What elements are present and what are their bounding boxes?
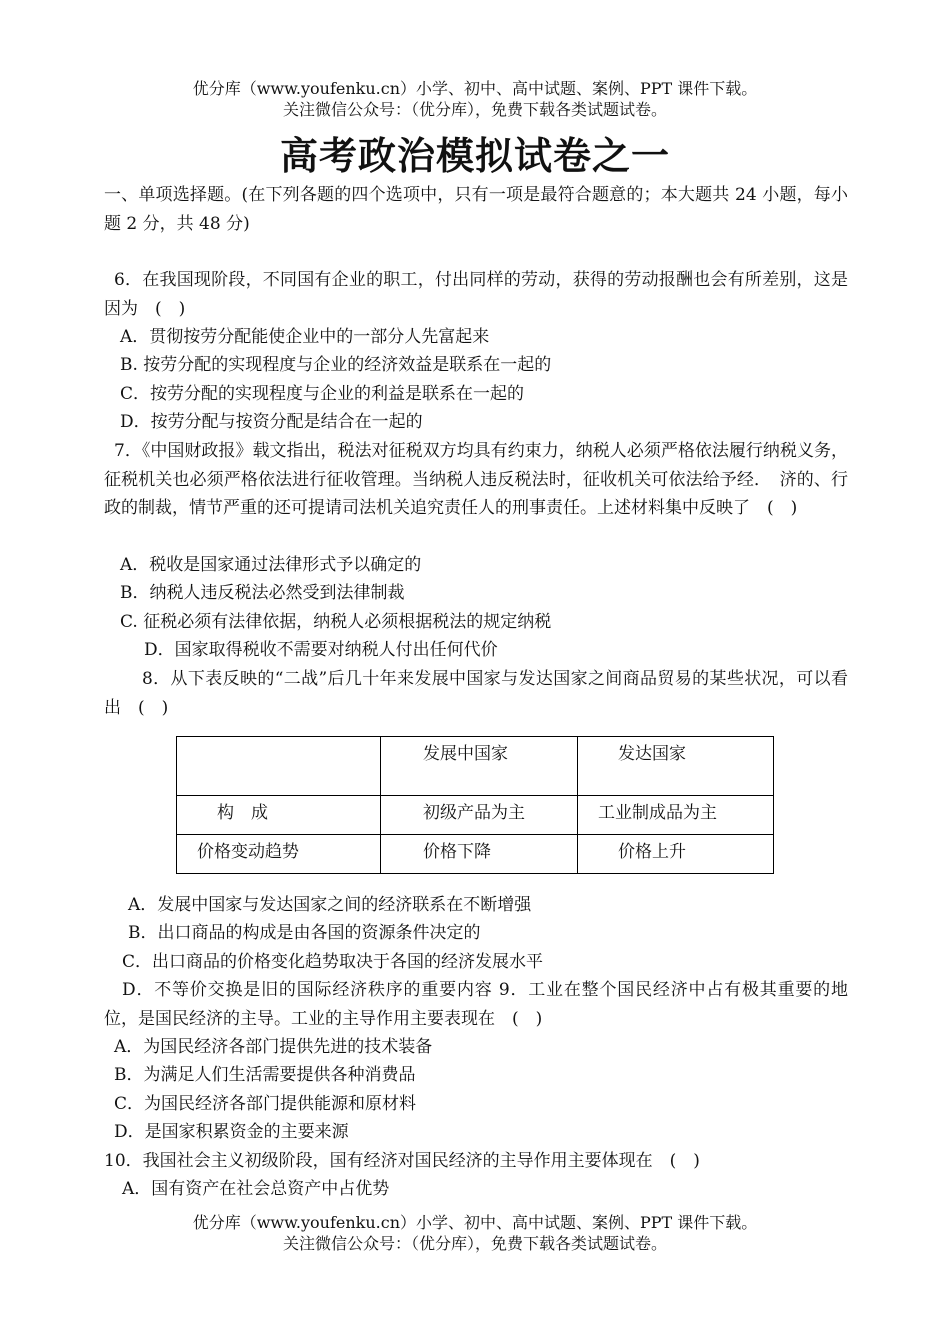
q6-option-b: B. 按劳分配的实现程度与企业的经济效益是联系在一起的 bbox=[120, 355, 552, 375]
table-cell: 发达国家 bbox=[578, 737, 774, 796]
table-cell: 构 成 bbox=[177, 796, 381, 835]
q7-stem: 7．《中国财政报》载文指出，税法对征税双方均具有约束力，纳税人必须严格依法履行纳税义务，征税机关也必须严格依法进行征收管理。当纳税人违反税法时，征收机关可依法给予经． 济的、行政的制裁，情节严重的还可提请司法机关追究责任人的刑事责任。上述材料集中反映了 ( ) bbox=[104, 441, 848, 518]
q8-option-b: B．出口商品的构成是由各国的资源条件决定的 bbox=[128, 923, 481, 943]
footer-line-1: 优分库（www.youfenku.cn）小学、初中、高中试题、案例、PPT 课件下载。 bbox=[192, 1213, 758, 1232]
q8-option-c: C．出口商品的价格变化趋势取决于各国的经济发展水平 bbox=[122, 952, 544, 972]
q8-stem: 8．从下表反映的“二战”后几十年来发展中国家与发达国家之间商品贸易的某些状况，可以看出 ( ) bbox=[104, 669, 848, 718]
trade-table bbox=[176, 736, 774, 874]
q9-option-a: A．为国民经济各部门提供先进的技术装备 bbox=[114, 1037, 433, 1057]
table-cell: 价格上升 bbox=[578, 835, 774, 874]
page-title: 高考政治模拟试卷之一 bbox=[279, 133, 670, 178]
table-cell: 初级产品为主 bbox=[381, 796, 578, 835]
table-cell: 工业制成品为主 bbox=[578, 796, 774, 835]
q6-stem: 6．在我国现阶段，不同国有企业的职工，付出同样的劳动，获得的劳动报酬也会有所差别，这是因为 ( ) bbox=[104, 270, 848, 319]
footer-line-2: 关注微信公众号：（优分库），免费下载各类试题试卷。 bbox=[282, 1234, 667, 1253]
q7-option-b: B．纳税人违反税法必然受到法律制裁 bbox=[120, 583, 405, 603]
table-row bbox=[177, 835, 774, 874]
q6-option-a: A．贯彻按劳分配能使企业中的一部分人先富起来 bbox=[120, 327, 490, 347]
header-line-1: 优分库（www.youfenku.cn）小学、初中、高中试题、案例、PPT 课件下载。 bbox=[192, 79, 758, 98]
q10-stem: 10．我国社会主义初级阶段，国有经济对国民经济的主导作用主要体现在 ( ) bbox=[104, 1151, 700, 1171]
table-header-row bbox=[177, 737, 774, 796]
table-cell: 价格变动趋势 bbox=[177, 835, 381, 874]
q8-option-d-q9-stem: D．不等价交换是旧的国际经济秩序的重要内容 9．工业在整个国民经济中占有极其重要的地位，是国民经济的主导。工业的主导作用主要表现在 ( ) bbox=[104, 980, 848, 1029]
section-instructions: 一、单项选择题。(在下列各题的四个选项中，只有一项是最符合题意的；本大题共 24 小题，每小题 2 分，共 48 分) bbox=[104, 185, 848, 234]
header-line-2: 关注微信公众号：（优分库），免费下载各类试题试卷。 bbox=[282, 100, 667, 119]
table-row bbox=[177, 796, 774, 835]
q9-option-b: B．为满足人们生活需要提供各种消费品 bbox=[114, 1065, 416, 1085]
q6-option-c: C．按劳分配的实现程度与企业的利益是联系在一起的 bbox=[120, 384, 525, 404]
q9-option-d: D．是国家积累资金的主要来源 bbox=[114, 1122, 349, 1142]
q7-option-c: C. 征税必须有法律依据，纳税人必须根据税法的规定纳税 bbox=[120, 612, 552, 632]
q8-option-a: A．发展中国家与发达国家之间的经济联系在不断增强 bbox=[128, 895, 532, 915]
q10-option-a: A．国有资产在社会总资产中占优势 bbox=[122, 1179, 390, 1199]
q9-option-c: C．为国民经济各部门提供能源和原材料 bbox=[114, 1094, 417, 1114]
table-cell: 价格下降 bbox=[381, 835, 578, 874]
q6-option-d: D．按劳分配与按资分配是结合在一起的 bbox=[120, 412, 423, 432]
q7-option-d: D．国家取得税收不需要对纳税人付出任何代价 bbox=[144, 640, 498, 660]
table-cell bbox=[177, 737, 381, 796]
table-cell: 发展中国家 bbox=[381, 737, 578, 796]
q7-option-a: A．税收是国家通过法律形式予以确定的 bbox=[120, 555, 422, 575]
